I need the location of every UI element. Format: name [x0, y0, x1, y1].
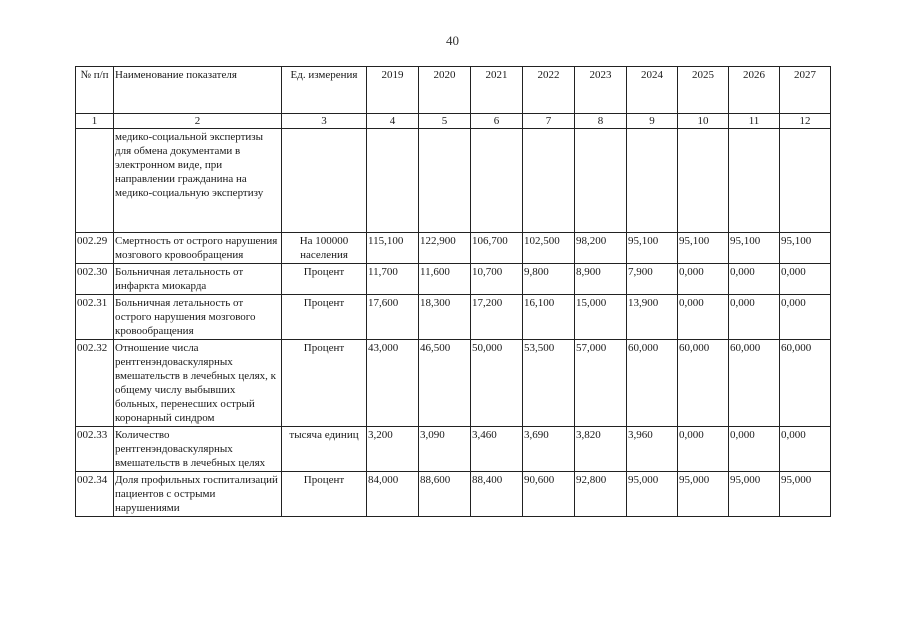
- column-number-cell: 3: [282, 114, 367, 129]
- value-cell: [523, 129, 575, 233]
- header-cell: № п/п: [76, 67, 114, 114]
- value-cell: 10,700: [471, 264, 523, 295]
- value-cell: 15,000: [575, 295, 627, 340]
- value-cell: 95,100: [780, 233, 831, 264]
- unit-cell: Процент: [282, 264, 367, 295]
- column-number-cell: 7: [523, 114, 575, 129]
- value-cell: 43,000: [367, 340, 419, 427]
- column-number-cell: 12: [780, 114, 831, 129]
- unit-cell: На 100000 населения: [282, 233, 367, 264]
- unit-cell: Процент: [282, 340, 367, 427]
- value-cell: [575, 129, 627, 233]
- row-code-cell: 002.30: [76, 264, 114, 295]
- value-cell: [678, 129, 729, 233]
- row-code-cell: 002.29: [76, 233, 114, 264]
- value-cell: 13,900: [627, 295, 678, 340]
- value-cell: [471, 129, 523, 233]
- header-row: [76, 67, 831, 114]
- value-cell: [367, 129, 419, 233]
- value-cell: 50,000: [471, 340, 523, 427]
- column-number-cell: 10: [678, 114, 729, 129]
- column-number-cell: 9: [627, 114, 678, 129]
- value-cell: 0,000: [780, 264, 831, 295]
- value-cell: 92,800: [575, 472, 627, 517]
- value-cell: 60,000: [678, 340, 729, 427]
- row-code-cell: 002.31: [76, 295, 114, 340]
- value-cell: 0,000: [678, 295, 729, 340]
- value-cell: 95,000: [729, 472, 780, 517]
- value-cell: 7,900: [627, 264, 678, 295]
- value-cell: 18,300: [419, 295, 471, 340]
- header-cell: Ед. измерения: [282, 67, 367, 114]
- value-cell: 98,200: [575, 233, 627, 264]
- unit-cell: Процент: [282, 472, 367, 517]
- indicator-name-cell: Количество рентгенэндоваскулярных вмешательств в лечебных целях: [114, 427, 282, 472]
- value-cell: 0,000: [780, 427, 831, 472]
- value-cell: 0,000: [678, 427, 729, 472]
- value-cell: [729, 129, 780, 233]
- unit-cell: Процент: [282, 295, 367, 340]
- header-cell: 2025: [678, 67, 729, 114]
- row-code-cell: 002.32: [76, 340, 114, 427]
- table-row: [76, 295, 831, 340]
- column-number-cell: 2: [114, 114, 282, 129]
- column-number-cell: 6: [471, 114, 523, 129]
- value-cell: 90,600: [523, 472, 575, 517]
- value-cell: [627, 129, 678, 233]
- value-cell: 8,900: [575, 264, 627, 295]
- indicator-name-cell: медико-социальной экспертизы для обмена документами в электронном виде, при направлении гражданина на медико-социальную экспертизу: [114, 129, 282, 233]
- indicator-name-cell: Больничная летальность от инфаркта миокарда: [114, 264, 282, 295]
- value-cell: 3,960: [627, 427, 678, 472]
- value-cell: [419, 129, 471, 233]
- table-row: [76, 340, 831, 427]
- header-cell: 2024: [627, 67, 678, 114]
- value-cell: 102,500: [523, 233, 575, 264]
- value-cell: 84,000: [367, 472, 419, 517]
- value-cell: 60,000: [627, 340, 678, 427]
- value-cell: 11,700: [367, 264, 419, 295]
- header-cell: 2026: [729, 67, 780, 114]
- column-number-cell: 4: [367, 114, 419, 129]
- value-cell: 3,820: [575, 427, 627, 472]
- value-cell: 95,000: [780, 472, 831, 517]
- indicator-name-cell: Отношение числа рентгенэндоваскулярных вмешательств в лечебных целях, к общему числу выбывших больных, перенесших острый коронарный синдром: [114, 340, 282, 427]
- indicators-table: [75, 66, 831, 517]
- value-cell: 95,100: [678, 233, 729, 264]
- indicator-name-cell: Больничная летальность от острого нарушения мозгового кровообращения: [114, 295, 282, 340]
- row-code-cell: [76, 129, 114, 233]
- table-row: [76, 427, 831, 472]
- header-cell: 2021: [471, 67, 523, 114]
- value-cell: 3,090: [419, 427, 471, 472]
- column-number-cell: 11: [729, 114, 780, 129]
- value-cell: 0,000: [678, 264, 729, 295]
- indicator-name-cell: Смертность от острого нарушения мозгового кровообращения: [114, 233, 282, 264]
- value-cell: 106,700: [471, 233, 523, 264]
- row-code-cell: 002.34: [76, 472, 114, 517]
- value-cell: 60,000: [729, 340, 780, 427]
- value-cell: [780, 129, 831, 233]
- column-number-row: [76, 114, 831, 129]
- value-cell: 46,500: [419, 340, 471, 427]
- header-cell: 2022: [523, 67, 575, 114]
- header-cell: 2019: [367, 67, 419, 114]
- value-cell: 88,400: [471, 472, 523, 517]
- value-cell: 0,000: [780, 295, 831, 340]
- value-cell: 95,000: [678, 472, 729, 517]
- column-number-cell: 8: [575, 114, 627, 129]
- value-cell: 16,100: [523, 295, 575, 340]
- value-cell: 11,600: [419, 264, 471, 295]
- value-cell: 95,100: [627, 233, 678, 264]
- column-number-cell: 1: [76, 114, 114, 129]
- header-cell: 2020: [419, 67, 471, 114]
- table-row: [76, 129, 831, 233]
- table-row: [76, 264, 831, 295]
- column-number-cell: 5: [419, 114, 471, 129]
- page-number: 40: [446, 33, 459, 48]
- value-cell: 0,000: [729, 427, 780, 472]
- value-cell: 60,000: [780, 340, 831, 427]
- value-cell: 3,200: [367, 427, 419, 472]
- table-row: [76, 472, 831, 517]
- value-cell: 3,690: [523, 427, 575, 472]
- value-cell: 95,000: [627, 472, 678, 517]
- value-cell: 0,000: [729, 264, 780, 295]
- value-cell: 9,800: [523, 264, 575, 295]
- value-cell: 88,600: [419, 472, 471, 517]
- value-cell: 3,460: [471, 427, 523, 472]
- row-code-cell: 002.33: [76, 427, 114, 472]
- unit-cell: [282, 129, 367, 233]
- value-cell: 115,100: [367, 233, 419, 264]
- unit-cell: тысяча единиц: [282, 427, 367, 472]
- value-cell: 53,500: [523, 340, 575, 427]
- value-cell: 17,200: [471, 295, 523, 340]
- value-cell: 17,600: [367, 295, 419, 340]
- table-row: [76, 233, 831, 264]
- header-cell: 2023: [575, 67, 627, 114]
- indicator-name-cell: Доля профильных госпитализаций пациентов с острыми нарушениями: [114, 472, 282, 517]
- value-cell: 0,000: [729, 295, 780, 340]
- value-cell: 57,000: [575, 340, 627, 427]
- header-cell: 2027: [780, 67, 831, 114]
- value-cell: 95,100: [729, 233, 780, 264]
- value-cell: 122,900: [419, 233, 471, 264]
- header-cell: Наименование показателя: [114, 67, 282, 114]
